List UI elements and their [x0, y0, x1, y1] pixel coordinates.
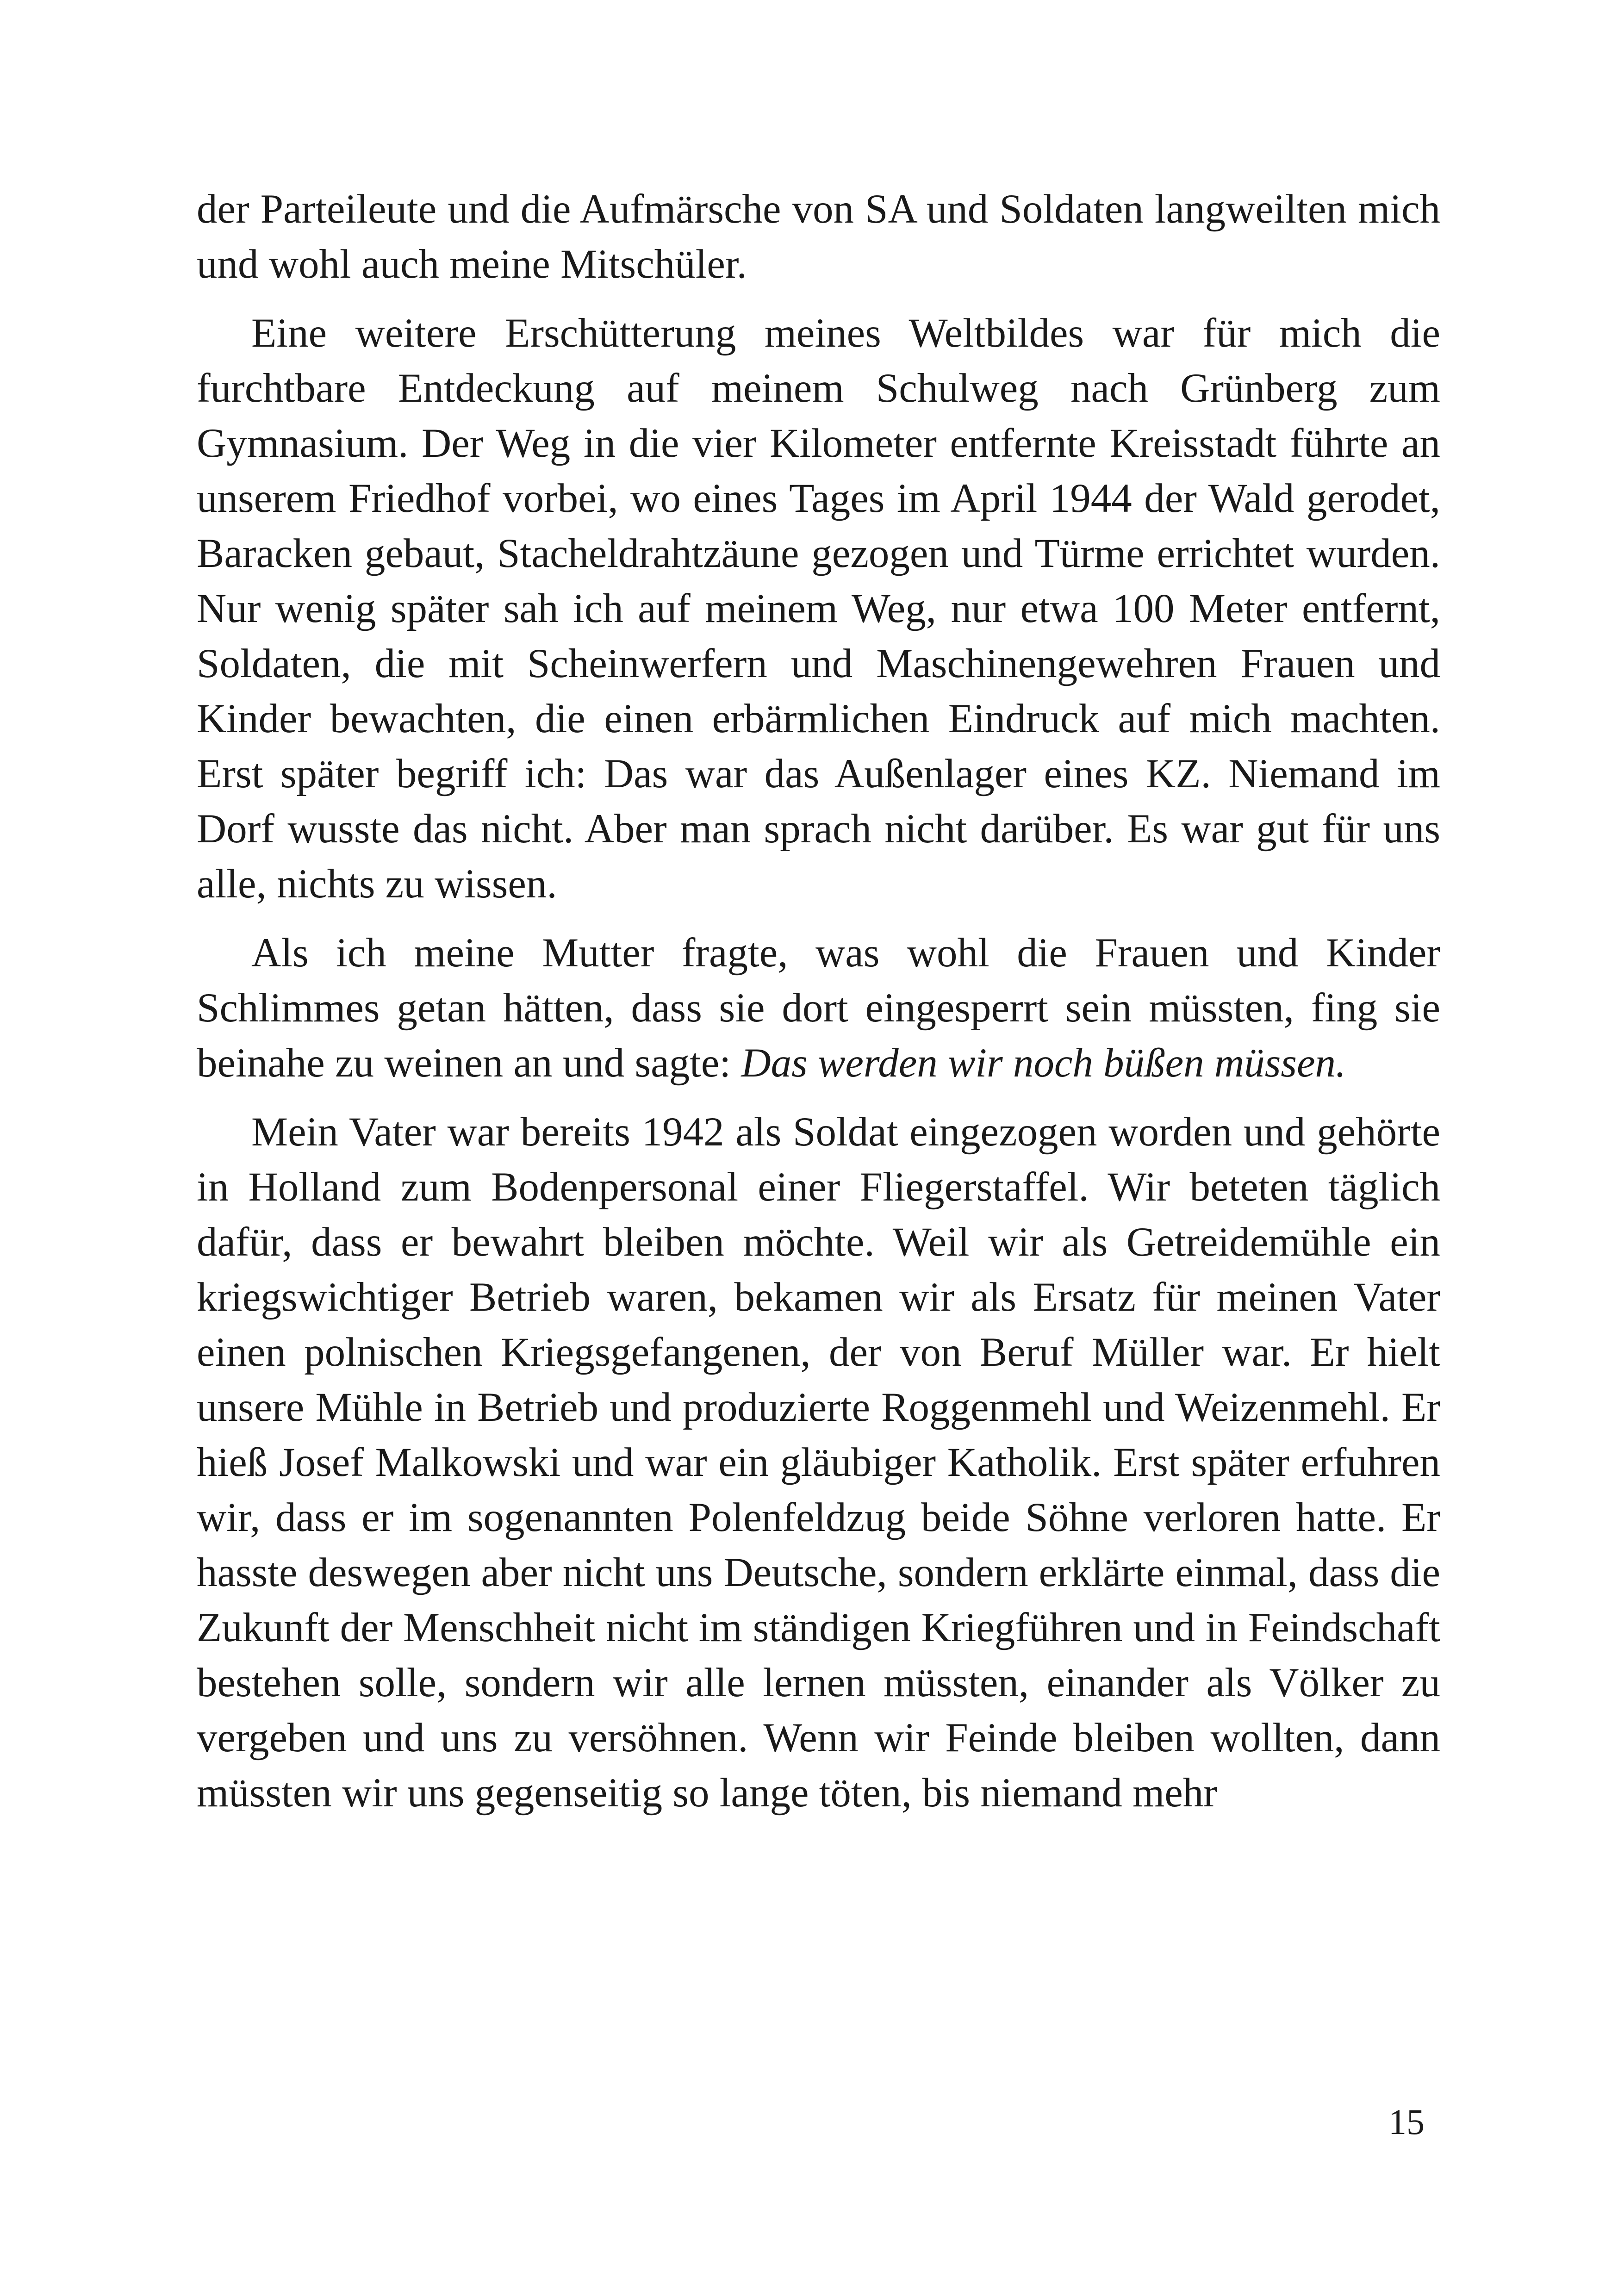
page-number: 15: [1388, 2102, 1425, 2142]
paragraph-3-italic-quote: Das werden wir noch büßen müssen.: [741, 1040, 1346, 1086]
paragraph-2: [197, 306, 1440, 912]
paragraph-3-text: Als ich meine Mutter fragte, was wohl die Frauen und Kinder Schlimmes getan hätten, dass sie dort eingesperrt sein müssten, fing sie beinahe zu weinen an und sagte:: [197, 930, 1440, 1086]
paragraph-4: [197, 1105, 1440, 1821]
paragraph-2-text: Eine weitere Erschütterung meines Weltbildes war für mich die furchtbare Entdeckung auf meinem Schulweg nach Grünberg zum Gymnasium. Der Weg in die vier Kilometer entfernte Kreisstadt führte an unserem Friedhof vorbei, wo eines Tages im April 1944 der Wald gerodet, Baracken gebaut, Stacheldrahtzäune gezogen und Türme errichtet wurden. Nur wenig später sah ich auf meinem Weg, nur etwa 100 Meter entfernt, Soldaten, die mit Scheinwerfern und Maschinengewehren Frauen und Kinder bewachten, die einen erbärmlichen Eindruck auf mich machten. Erst später begriff ich: Das war das Außenlager eines KZ. Niemand im Dorf wusste das nicht. Aber man sprach nicht darüber. Es war gut für uns alle, nichts zu wissen.: [197, 311, 1440, 907]
paragraph-1: [197, 182, 1440, 292]
paragraph-3: [197, 926, 1440, 1091]
body-text: [197, 182, 1440, 1821]
paragraph-4-text: Mein Vater war bereits 1942 als Soldat eingezogen worden und gehörte in Holland zum Bodenpersonal einer Fliegerstaffel. Wir beteten täglich dafür, dass er bewahrt bleiben möchte. Weil wir als Getreidemühle ein kriegswichtiger Betrieb waren, bekamen wir als Ersatz für meinen Vater einen polnischen Kriegsgefangenen, der von Beruf Müller war. Er hielt unsere Mühle in Betrieb und produzierte Roggenmehl und Weizenmehl. Er hieß Josef Malkowski und war ein gläubiger Katholik. Erst später erfuhren wir, dass er im sogenannten Polenfeldzug beide Söhne verloren hatte. Er hasste deswegen aber nicht uns Deutsche, sondern erklärte einmal, dass die Zukunft der Menschheit nicht im ständigen Kriegführen und in Feindschaft bestehen solle, sondern wir alle lernen müssten, einander als Völker zu vergeben und uns zu versöhnen. Wenn wir Feinde bleiben wollten, dann müssten wir uns gegenseitig so lange töten, bis niemand mehr: [197, 1109, 1440, 1816]
paragraph-1-text: der Parteileute und die Aufmärsche von SA und Soldaten langweilten mich und wohl auch meine Mitschüler.: [197, 187, 1440, 287]
